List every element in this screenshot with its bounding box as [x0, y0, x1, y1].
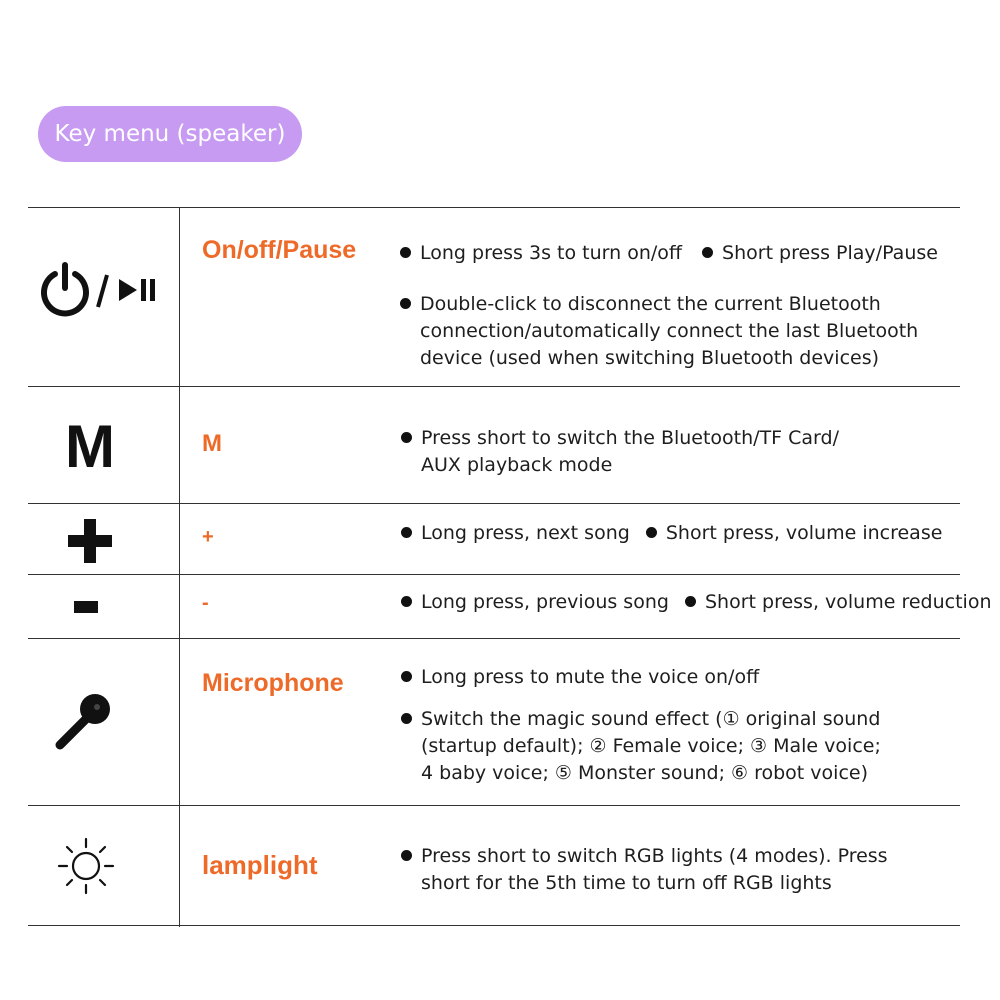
- description-line: Short press Play/Pause: [722, 242, 938, 264]
- key-name: On/off/Pause: [202, 236, 357, 264]
- description-line: Switch the magic sound effect (① original sound: [421, 708, 881, 730]
- description-line: Long press 3s to turn on/off: [420, 242, 682, 264]
- table-divider: [28, 207, 960, 208]
- table-divider: [28, 925, 960, 926]
- key-name: +: [202, 526, 214, 548]
- section-title-badge: Key menu (speaker): [38, 106, 302, 162]
- table-divider: [28, 386, 960, 387]
- description-line: (startup default); ② Female voice; ③ Male voice;: [421, 735, 881, 757]
- description-line: device (used when switching Bluetooth devices): [420, 347, 880, 369]
- letter-m-icon: M: [65, 413, 115, 480]
- description-line: Long press, previous song: [421, 591, 669, 613]
- description-line: Press short to switch the Bluetooth/TF Card/: [421, 427, 839, 449]
- key-description: [399, 843, 888, 897]
- sun-light-icon: [56, 836, 116, 900]
- key-description: [399, 425, 839, 479]
- key-name: M: [202, 430, 222, 457]
- description-line: connection/automatically connect the last Bluetooth: [420, 320, 919, 342]
- key-name: Microphone: [202, 669, 344, 697]
- description-line: Long press to mute the voice on/off: [421, 666, 760, 688]
- key-description: [398, 240, 938, 267]
- table-divider: [28, 805, 960, 806]
- description-line: short for the 5th time to turn off RGB lights: [421, 872, 832, 894]
- key-description: [399, 664, 759, 691]
- key-description: [399, 520, 942, 547]
- key-name: -: [202, 592, 209, 614]
- description-line: Long press, next song: [421, 522, 630, 544]
- description-line: Double-click to disconnect the current Bluetooth: [420, 293, 881, 315]
- description-line: Short press, volume reduction: [704, 591, 992, 613]
- description-line: Short press, volume increase: [665, 522, 943, 544]
- table-divider: [28, 574, 960, 575]
- description-line: Press short to switch RGB lights (4 modes). Press: [421, 845, 888, 867]
- key-description: [399, 589, 992, 616]
- microphone-icon: [52, 690, 114, 756]
- key-description: [399, 706, 881, 787]
- key-description: [398, 291, 918, 372]
- description-line: AUX playback mode: [421, 454, 613, 476]
- plus-icon: [66, 517, 114, 569]
- key-name: lamplight: [202, 850, 318, 880]
- power-play-pause-icon: [40, 262, 162, 322]
- description-line: 4 baby voice; ⑤ Monster sound; ⑥ robot voice): [421, 762, 868, 784]
- minus-icon: [74, 598, 98, 617]
- table-divider: [28, 638, 960, 639]
- table-divider: [28, 503, 960, 504]
- column-divider: [179, 207, 180, 927]
